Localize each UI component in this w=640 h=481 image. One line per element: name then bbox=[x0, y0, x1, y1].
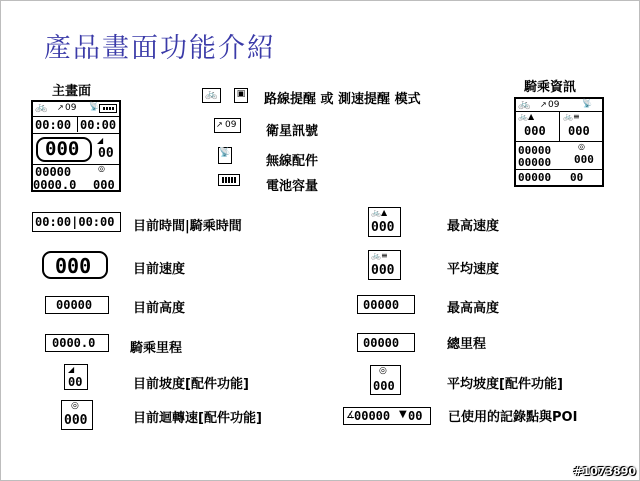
speed-value: 000 bbox=[55, 254, 92, 278]
records-label: 已使用的記錄點與POI bbox=[448, 410, 578, 425]
time-label: 目前時間|騎乘時間 bbox=[133, 219, 242, 234]
avg-grade-label: 平均坡度[配件功能] bbox=[447, 377, 563, 392]
cadence-icon: ◎ bbox=[98, 164, 105, 173]
bike-icon: 🚲 bbox=[202, 88, 221, 103]
poi-flag-icon: ▼ bbox=[399, 409, 407, 420]
cadence-icon: ◎ bbox=[71, 401, 79, 411]
records-icon: ∡ bbox=[346, 410, 355, 421]
avg-grade-value: 000 bbox=[373, 379, 395, 393]
max-speed-icon: 🚲▲ bbox=[371, 208, 388, 217]
main-time: 00:00 bbox=[35, 118, 72, 132]
avg-speed-label: 平均速度 bbox=[447, 262, 500, 277]
max-alt-label: 最高高度 bbox=[447, 301, 500, 316]
ride-info-heading: 騎乘資訊 bbox=[524, 80, 577, 95]
speed-label: 目前速度 bbox=[133, 262, 186, 277]
avg-speed-widget bbox=[368, 250, 401, 280]
watermark: #1073890 bbox=[573, 465, 636, 478]
trip-value: 0000.0 bbox=[52, 336, 96, 350]
grade-value: 00 bbox=[68, 375, 83, 389]
main-speed: 000 bbox=[45, 138, 80, 160]
max-speed-icon: 🚲▲ bbox=[518, 112, 535, 121]
altitude-value: 00000 bbox=[56, 298, 93, 312]
cadence-label: 目前迴轉速[配件功能] bbox=[133, 411, 262, 426]
grade-widget bbox=[64, 364, 88, 390]
grade-icon: ◢ bbox=[68, 365, 75, 374]
main-cadence: 000 bbox=[93, 178, 115, 192]
max-alt-value: 00000 bbox=[363, 298, 400, 312]
records-value: 00000 bbox=[354, 409, 391, 423]
cadence-widget bbox=[61, 400, 93, 430]
cadence-value: 000 bbox=[64, 413, 88, 428]
main-ride-time: 00:00 bbox=[80, 118, 117, 132]
bike-icon: 🚲 bbox=[35, 102, 48, 113]
altitude-widget bbox=[45, 296, 109, 314]
main-trip: 0000.0 bbox=[33, 178, 77, 192]
odo-label: 總里程 bbox=[447, 337, 487, 352]
avg-grade-icon: ◎ bbox=[379, 366, 387, 376]
time-widget bbox=[32, 212, 121, 232]
speed-widget bbox=[42, 251, 108, 279]
avg-speed-icon: 🚲≡ bbox=[371, 251, 388, 260]
ride-avg-speed: 000 bbox=[568, 124, 590, 138]
records-widget bbox=[343, 407, 431, 425]
ride-avg-grade: 000 bbox=[574, 153, 594, 166]
mode-label: 路線提醒 或 測速提醒 模式 bbox=[264, 92, 421, 107]
max-alt-widget bbox=[357, 295, 415, 314]
grade-icon: ◢ bbox=[97, 136, 104, 145]
ride-odo: 00000 bbox=[518, 156, 552, 169]
max-speed-value: 000 bbox=[371, 220, 395, 235]
main-sat-count: 09 bbox=[65, 103, 77, 113]
altitude-label: 目前高度 bbox=[133, 301, 186, 316]
antenna-icon: 📡 bbox=[89, 102, 99, 111]
gps-sat-count: 09 bbox=[225, 120, 237, 130]
main-screen-heading: 主畫面 bbox=[52, 84, 92, 99]
max-speed-widget bbox=[368, 207, 401, 237]
max-speed-label: 最高速度 bbox=[447, 219, 500, 234]
satellite-icon: ↗ bbox=[540, 100, 547, 109]
page-title: 產品畫面功能介紹 bbox=[44, 33, 276, 64]
gps-label: 衛星訊號 bbox=[266, 124, 319, 139]
trip-widget bbox=[45, 334, 109, 352]
battery-label: 電池容量 bbox=[266, 179, 319, 194]
avg-speed-value: 000 bbox=[371, 263, 395, 278]
battery-icon bbox=[218, 174, 240, 186]
satellite-icon: ↗ bbox=[57, 103, 64, 112]
main-screen-device bbox=[31, 100, 121, 192]
antenna-icon: 📡 bbox=[218, 147, 232, 164]
battery-icon bbox=[99, 104, 117, 113]
ride-info-device bbox=[514, 97, 604, 187]
antenna-icon: 📡 bbox=[582, 99, 592, 108]
wireless-label: 無線配件 bbox=[266, 154, 319, 169]
main-grade: 00 bbox=[98, 146, 114, 161]
main-altitude: 00000 bbox=[35, 165, 72, 179]
trip-label: 騎乘里程 bbox=[130, 341, 183, 356]
satellite-icon: ↗ bbox=[216, 120, 223, 129]
route-mode-icon: ▣ bbox=[234, 88, 248, 103]
ride-sat-count: 09 bbox=[548, 100, 560, 110]
ride-records: 00000 bbox=[518, 171, 552, 184]
ride-poi: 00 bbox=[570, 171, 584, 184]
avg-speed-icon: 🚲≡ bbox=[563, 112, 580, 121]
odo-widget bbox=[357, 333, 415, 352]
avg-grade-icon: ◎ bbox=[578, 142, 585, 151]
ride-max-alt: 00000 bbox=[518, 144, 552, 157]
odo-value: 00000 bbox=[363, 336, 400, 350]
poi-value: 00 bbox=[408, 409, 423, 423]
ride-max-speed: 000 bbox=[524, 124, 546, 138]
gps-icon bbox=[214, 118, 241, 133]
bike-icon: 🚲 bbox=[518, 99, 531, 110]
grade-label: 目前坡度[配件功能] bbox=[133, 377, 249, 392]
avg-grade-widget bbox=[370, 365, 401, 395]
time-value: 00:00|00:00 bbox=[35, 215, 115, 229]
